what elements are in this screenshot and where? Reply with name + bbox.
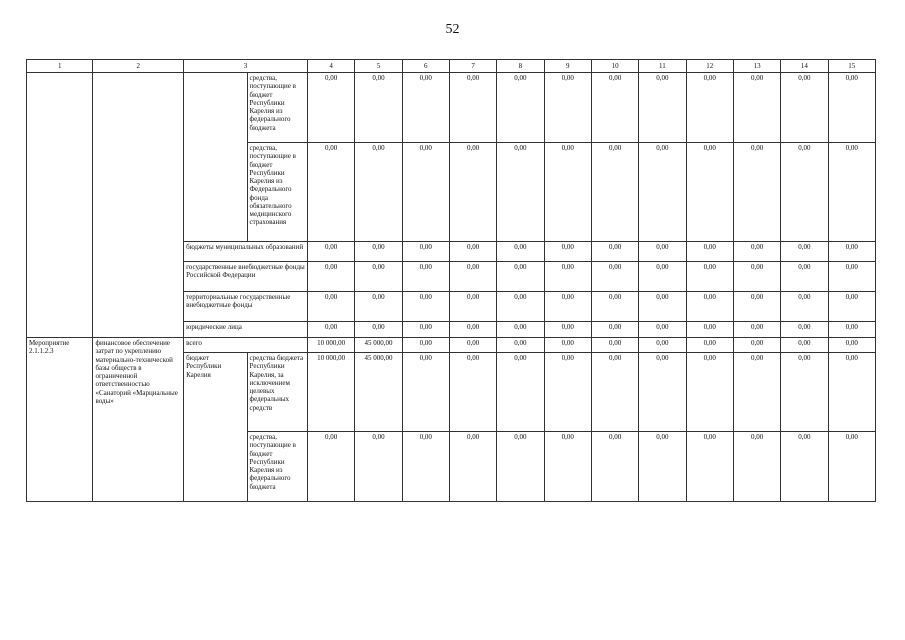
value-cell: 0,00 bbox=[544, 143, 591, 242]
value-cell: 0,00 bbox=[828, 73, 875, 143]
value-cell: 0,00 bbox=[828, 262, 875, 292]
table-row bbox=[27, 338, 876, 353]
value-cell: 0,00 bbox=[449, 73, 496, 143]
value-cell: 0,00 bbox=[307, 262, 354, 292]
value-cell: 0,00 bbox=[639, 338, 686, 353]
value-cell: 0,00 bbox=[591, 143, 638, 242]
value-cell: 0,00 bbox=[449, 322, 496, 338]
value-cell: 0,00 bbox=[544, 292, 591, 322]
funding-source-label: территориальные государственные внебюджетные фонды bbox=[184, 292, 308, 322]
funding-source-label: средства, поступающие в бюджет Республики Карелия из федерального бюджета bbox=[247, 73, 307, 143]
value-cell: 0,00 bbox=[733, 432, 780, 502]
value-cell: 0,00 bbox=[449, 143, 496, 242]
value-cell: 45 000,00 bbox=[355, 353, 402, 432]
value-cell: 0,00 bbox=[591, 432, 638, 502]
value-cell: 0,00 bbox=[355, 292, 402, 322]
continued-name-cell bbox=[93, 73, 184, 338]
table-row bbox=[27, 73, 876, 143]
value-cell: 0,00 bbox=[449, 338, 496, 353]
value-cell: 0,00 bbox=[497, 242, 544, 262]
funding-source-label: государственные внебюджетные фонды Российской Федерации bbox=[184, 262, 308, 292]
value-cell: 0,00 bbox=[497, 322, 544, 338]
value-cell: 0,00 bbox=[402, 242, 449, 262]
value-cell: 0,00 bbox=[781, 322, 828, 338]
value-cell: 0,00 bbox=[639, 322, 686, 338]
funding-source-label: бюджеты муниципальных образований bbox=[184, 242, 308, 262]
value-cell: 0,00 bbox=[639, 432, 686, 502]
header-cell: 13 bbox=[733, 60, 780, 73]
value-cell: 0,00 bbox=[828, 242, 875, 262]
value-cell: 0,00 bbox=[497, 292, 544, 322]
value-cell: 0,00 bbox=[686, 262, 733, 292]
value-cell: 0,00 bbox=[686, 242, 733, 262]
value-cell: 0,00 bbox=[544, 262, 591, 292]
header-cell: 11 bbox=[639, 60, 686, 73]
value-cell: 0,00 bbox=[733, 242, 780, 262]
value-cell: 0,00 bbox=[781, 73, 828, 143]
value-cell: 0,00 bbox=[307, 322, 354, 338]
value-cell: 0,00 bbox=[781, 432, 828, 502]
value-cell: 0,00 bbox=[497, 143, 544, 242]
funding-source-label: средства бюджета Республики Карелия, за исключением целевых федеральных средств bbox=[247, 353, 307, 432]
value-cell: 0,00 bbox=[733, 338, 780, 353]
value-cell: 0,00 bbox=[402, 338, 449, 353]
value-cell: 0,00 bbox=[497, 353, 544, 432]
header-row bbox=[27, 60, 876, 73]
total-label: всего bbox=[184, 338, 308, 353]
value-cell: 0,00 bbox=[733, 73, 780, 143]
value-cell: 0,00 bbox=[544, 242, 591, 262]
value-cell: 0,00 bbox=[402, 322, 449, 338]
value-cell: 0,00 bbox=[828, 322, 875, 338]
funding-source-label: юридические лица bbox=[184, 322, 308, 338]
header-cell: 4 bbox=[307, 60, 354, 73]
continued-code-cell bbox=[27, 73, 93, 338]
value-cell: 0,00 bbox=[355, 73, 402, 143]
value-cell: 0,00 bbox=[781, 353, 828, 432]
value-cell: 0,00 bbox=[733, 353, 780, 432]
value-cell: 0,00 bbox=[639, 73, 686, 143]
value-cell: 0,00 bbox=[402, 292, 449, 322]
measure-name: финансовое обеспечение затрат по укреплению материально-технической базы обществ в ограниченной ответственностью «Санаторий «Марциальные воды» bbox=[93, 338, 184, 502]
value-cell: 0,00 bbox=[402, 353, 449, 432]
value-cell: 45 000,00 bbox=[355, 338, 402, 353]
value-cell: 0,00 bbox=[307, 242, 354, 262]
value-cell: 10 000,00 bbox=[307, 353, 354, 432]
value-cell: 0,00 bbox=[781, 338, 828, 353]
value-cell: 0,00 bbox=[733, 262, 780, 292]
value-cell: 0,00 bbox=[733, 292, 780, 322]
value-cell: 0,00 bbox=[781, 143, 828, 242]
value-cell: 0,00 bbox=[402, 73, 449, 143]
value-cell: 0,00 bbox=[497, 262, 544, 292]
value-cell: 0,00 bbox=[733, 143, 780, 242]
value-cell: 0,00 bbox=[355, 242, 402, 262]
value-cell: 0,00 bbox=[544, 338, 591, 353]
value-cell: 0,00 bbox=[639, 262, 686, 292]
value-cell: 0,00 bbox=[639, 353, 686, 432]
value-cell: 0,00 bbox=[449, 432, 496, 502]
value-cell: 0,00 bbox=[828, 143, 875, 242]
header-cell: 6 bbox=[402, 60, 449, 73]
value-cell: 0,00 bbox=[591, 242, 638, 262]
page-number: 52 bbox=[445, 22, 460, 37]
continued-source-cell bbox=[184, 73, 247, 242]
value-cell: 0,00 bbox=[307, 432, 354, 502]
value-cell: 0,00 bbox=[639, 292, 686, 322]
value-cell: 0,00 bbox=[828, 432, 875, 502]
value-cell: 0,00 bbox=[544, 322, 591, 338]
value-cell: 0,00 bbox=[307, 292, 354, 322]
header-cell: 12 bbox=[686, 60, 733, 73]
value-cell: 0,00 bbox=[355, 432, 402, 502]
value-cell: 0,00 bbox=[828, 353, 875, 432]
value-cell: 0,00 bbox=[307, 73, 354, 143]
value-cell: 0,00 bbox=[781, 242, 828, 262]
value-cell: 0,00 bbox=[591, 73, 638, 143]
value-cell: 0,00 bbox=[402, 143, 449, 242]
value-cell: 0,00 bbox=[544, 73, 591, 143]
value-cell: 0,00 bbox=[544, 353, 591, 432]
header-cell: 15 bbox=[828, 60, 875, 73]
value-cell: 0,00 bbox=[497, 73, 544, 143]
value-cell: 0,00 bbox=[686, 292, 733, 322]
header-cell: 5 bbox=[355, 60, 402, 73]
value-cell: 0,00 bbox=[591, 292, 638, 322]
value-cell: 0,00 bbox=[402, 432, 449, 502]
value-cell: 0,00 bbox=[781, 292, 828, 322]
value-cell: 0,00 bbox=[449, 242, 496, 262]
value-cell: 0,00 bbox=[591, 322, 638, 338]
budget-table bbox=[26, 59, 876, 502]
value-cell: 0,00 bbox=[497, 432, 544, 502]
value-cell: 0,00 bbox=[449, 262, 496, 292]
value-cell: 0,00 bbox=[355, 262, 402, 292]
header-cell: 3 bbox=[184, 60, 308, 73]
funding-source-label: средства, поступающие в бюджет Республики Карелия из федерального бюджета bbox=[247, 432, 307, 502]
value-cell: 0,00 bbox=[686, 73, 733, 143]
value-cell: 0,00 bbox=[307, 143, 354, 242]
value-cell: 0,00 bbox=[686, 322, 733, 338]
value-cell: 0,00 bbox=[639, 143, 686, 242]
value-cell: 0,00 bbox=[355, 322, 402, 338]
value-cell: 0,00 bbox=[686, 353, 733, 432]
value-cell: 0,00 bbox=[544, 432, 591, 502]
value-cell: 0,00 bbox=[591, 338, 638, 353]
value-cell: 0,00 bbox=[639, 242, 686, 262]
measure-code: Мероприятие 2.1.1.2.3 bbox=[27, 338, 93, 502]
value-cell: 0,00 bbox=[449, 292, 496, 322]
value-cell: 0,00 bbox=[355, 143, 402, 242]
header-cell: 1 bbox=[27, 60, 93, 73]
value-cell: 0,00 bbox=[828, 338, 875, 353]
header-cell: 9 bbox=[544, 60, 591, 73]
value-cell: 10 000,00 bbox=[307, 338, 354, 353]
funding-source-label: средства, поступающие в бюджет Республики Карелия из Федерального фонда обязательного медицинского страхования bbox=[247, 143, 307, 242]
value-cell: 0,00 bbox=[449, 353, 496, 432]
value-cell: 0,00 bbox=[591, 262, 638, 292]
header-cell: 8 bbox=[497, 60, 544, 73]
value-cell: 0,00 bbox=[733, 322, 780, 338]
value-cell: 0,00 bbox=[781, 262, 828, 292]
value-cell: 0,00 bbox=[828, 292, 875, 322]
header-cell: 10 bbox=[591, 60, 638, 73]
header-cell: 7 bbox=[449, 60, 496, 73]
header-cell: 14 bbox=[781, 60, 828, 73]
value-cell: 0,00 bbox=[686, 143, 733, 242]
budget-label: бюджет Республики Карелия bbox=[184, 353, 247, 502]
value-cell: 0,00 bbox=[591, 353, 638, 432]
value-cell: 0,00 bbox=[497, 338, 544, 353]
value-cell: 0,00 bbox=[402, 262, 449, 292]
value-cell: 0,00 bbox=[686, 432, 733, 502]
header-cell: 2 bbox=[93, 60, 184, 73]
value-cell: 0,00 bbox=[686, 338, 733, 353]
